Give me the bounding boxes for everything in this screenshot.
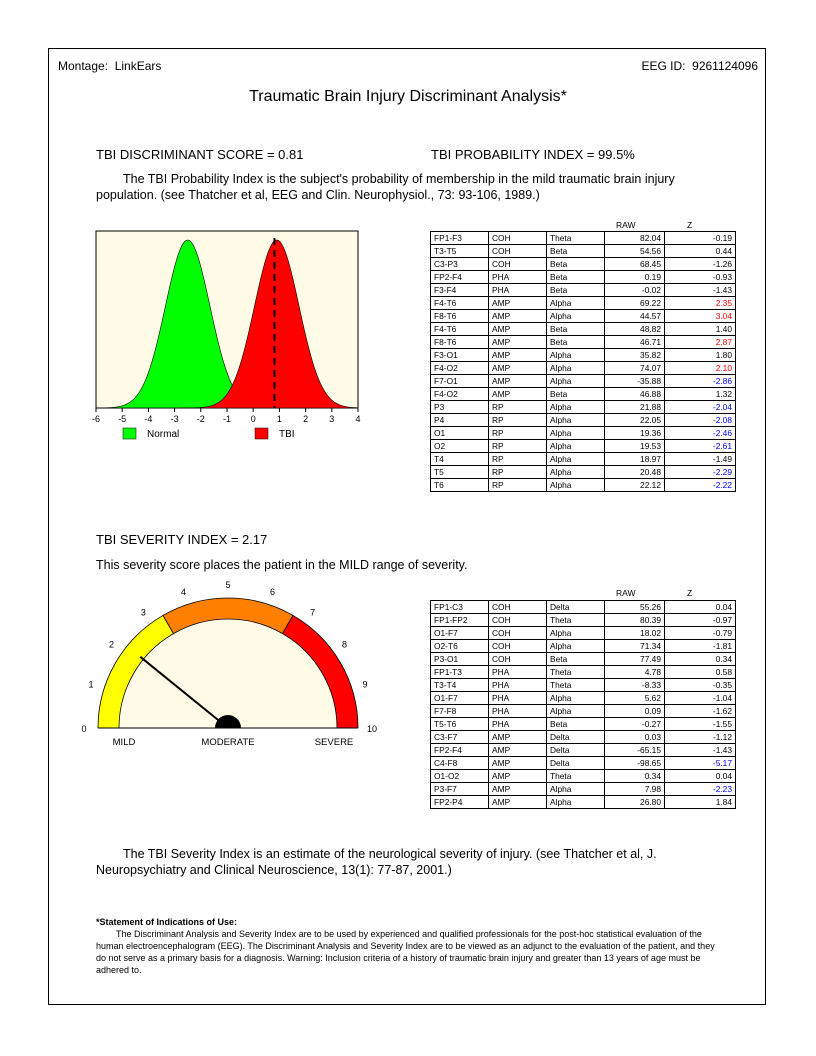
table-row (431, 601, 736, 614)
x-tick-label: 2 (303, 414, 309, 424)
cell-raw: 0.09 (605, 705, 665, 718)
cell-z: 3.04 (665, 310, 736, 323)
cell-band: Alpha (547, 640, 605, 653)
severity-gauge (75, 580, 385, 755)
table-row (431, 466, 736, 479)
cell-site: P3-O1 (431, 653, 489, 666)
table-row (431, 401, 736, 414)
cell-band: Theta (547, 232, 605, 245)
table2-raw-header: RAW (616, 588, 636, 598)
cell-z: 1.40 (665, 323, 736, 336)
cell-site: P3 (431, 401, 489, 414)
cell-z: -1.26 (665, 258, 736, 271)
cell-measure: RP (489, 427, 547, 440)
cell-measure: PHA (489, 284, 547, 297)
cell-raw: 20.48 (605, 466, 665, 479)
distribution-chart (90, 228, 370, 448)
cell-band: Delta (547, 744, 605, 757)
cell-measure: PHA (489, 718, 547, 731)
cell-band: Alpha (547, 627, 605, 640)
table-row (431, 310, 736, 323)
cell-measure: AMP (489, 310, 547, 323)
cell-band: Alpha (547, 375, 605, 388)
table-row (431, 627, 736, 640)
cell-band: Beta (547, 653, 605, 666)
cell-band: Delta (547, 731, 605, 744)
probability-description: The TBI Probability Index is the subject's probability of membership in the mild traumatic brain injury population. (see Thatcher et al, EEG and Clin. Neurophysiol., 73: 93-106, 1989.) (96, 172, 675, 202)
cell-measure: AMP (489, 336, 547, 349)
cell-band: Beta (547, 284, 605, 297)
cell-z: -1.04 (665, 692, 736, 705)
gauge-tick-label: 0 (81, 724, 87, 734)
cell-raw: 21.88 (605, 401, 665, 414)
cell-raw: -98.65 (605, 757, 665, 770)
table-row (431, 453, 736, 466)
cell-z: 2.10 (665, 362, 736, 375)
cell-z: 0.04 (665, 601, 736, 614)
cell-z: -1.43 (665, 744, 736, 757)
table-row (431, 427, 736, 440)
table-row (431, 614, 736, 627)
cell-measure: COH (489, 614, 547, 627)
cell-raw: 19.53 (605, 440, 665, 453)
cell-raw: 18.02 (605, 627, 665, 640)
table1-raw-header: RAW (616, 220, 636, 230)
gauge-tick-label: 6 (269, 587, 276, 598)
cell-site: F8-T6 (431, 310, 489, 323)
montage-label: Montage: (58, 59, 109, 73)
cell-measure: AMP (489, 297, 547, 310)
cell-raw: 0.19 (605, 271, 665, 284)
cell-z: 0.44 (665, 245, 736, 258)
cell-raw: 18.97 (605, 453, 665, 466)
x-tick-label: 3 (329, 414, 335, 424)
table-row (431, 414, 736, 427)
severity-features-table (430, 600, 736, 809)
table-row (431, 666, 736, 679)
cell-site: FP1-C3 (431, 601, 489, 614)
cell-z: 1.32 (665, 388, 736, 401)
statement-body: The Discriminant Analysis and Severity Index are to be used by experienced and qualified professionals for the post-hoc statistical evaluation of the human electroencephalogram (EEG). The Discriminant Analysis and Severity Index are to be viewed as an adjunct to the evaluation of the patient, and they do not serve as a primary basis for a diagnosis. Warning: Inclusion criteria of a history of traumatic brain injury and greater than 13 years of age must be adhered to. (96, 929, 715, 975)
cell-raw: 69.22 (605, 297, 665, 310)
statement-heading: *Statement of Indications of Use: (96, 917, 238, 927)
cell-z: -0.79 (665, 627, 736, 640)
cell-measure: AMP (489, 388, 547, 401)
x-tick-label: 0 (250, 414, 256, 424)
cell-measure: COH (489, 232, 547, 245)
cell-site: FP1-FP2 (431, 614, 489, 627)
cell-measure: AMP (489, 362, 547, 375)
table-row (431, 692, 736, 705)
gauge-tick-label: 2 (108, 639, 115, 650)
legend-label-tbi: TBI (279, 429, 295, 440)
discriminant-score: TBI DISCRIMINANT SCORE = 0.81 (96, 147, 304, 162)
cell-site: O1-O2 (431, 770, 489, 783)
cell-measure: COH (489, 627, 547, 640)
cell-measure: RP (489, 440, 547, 453)
table-row (431, 640, 736, 653)
cell-site: FP2-P4 (431, 796, 489, 809)
gauge-tick-label: 3 (140, 607, 146, 618)
cell-band: Alpha (547, 362, 605, 375)
table-row (431, 362, 736, 375)
cell-measure: RP (489, 414, 547, 427)
cell-band: Alpha (547, 692, 605, 705)
table-row (431, 284, 736, 297)
cell-site: O1 (431, 427, 489, 440)
gauge-tick-label: 10 (366, 724, 378, 734)
cell-raw: 74.07 (605, 362, 665, 375)
cell-raw: 19.36 (605, 427, 665, 440)
cell-band: Alpha (547, 414, 605, 427)
discriminant-features-table (430, 231, 736, 492)
table-row (431, 731, 736, 744)
cell-z: -1.12 (665, 731, 736, 744)
cell-z: -0.97 (665, 614, 736, 627)
cell-z: -2.23 (665, 783, 736, 796)
cell-measure: PHA (489, 679, 547, 692)
cell-raw: -35.88 (605, 375, 665, 388)
eeg-id-line (641, 59, 758, 73)
cell-site: T5 (431, 466, 489, 479)
x-tick-label: -5 (118, 414, 127, 424)
cell-site: F4-T6 (431, 323, 489, 336)
cell-measure: RP (489, 453, 547, 466)
cell-site: F4-O2 (431, 388, 489, 401)
cell-z: 1.84 (665, 796, 736, 809)
cell-raw: 7.98 (605, 783, 665, 796)
x-tick-label: -1 (222, 414, 232, 424)
cell-site: F3-O1 (431, 349, 489, 362)
x-tick-label: -4 (144, 414, 153, 424)
gauge-tick-label: 1 (88, 679, 94, 690)
cell-band: Theta (547, 679, 605, 692)
cell-band: Alpha (547, 310, 605, 323)
cell-measure: PHA (489, 705, 547, 718)
table-row (431, 258, 736, 271)
probability-index: TBI PROBABILITY INDEX = 99.5% (431, 147, 635, 162)
cell-measure: RP (489, 479, 547, 492)
table-row (431, 323, 736, 336)
cell-z: -5.17 (665, 757, 736, 770)
x-tick-label: -2 (196, 414, 205, 424)
table-row (431, 718, 736, 731)
cell-band: Alpha (547, 297, 605, 310)
cell-site: FP1-T3 (431, 666, 489, 679)
cell-raw: -0.02 (605, 284, 665, 297)
cell-measure: AMP (489, 375, 547, 388)
cell-site: T4 (431, 453, 489, 466)
cell-measure: AMP (489, 323, 547, 336)
cell-raw: 68.45 (605, 258, 665, 271)
cell-z: -0.35 (665, 679, 736, 692)
cell-measure: COH (489, 640, 547, 653)
x-tick-label: 1 (276, 414, 282, 424)
table-row (431, 479, 736, 492)
cell-site: F8-T6 (431, 336, 489, 349)
cell-z: -2.22 (665, 479, 736, 492)
severity-range-text: This severity score places the patient in the MILD range of severity. (96, 558, 468, 572)
cell-site: FP1-F3 (431, 232, 489, 245)
cell-site: F3-F4 (431, 284, 489, 297)
cell-z: -1.49 (665, 453, 736, 466)
cell-site: T6 (431, 479, 489, 492)
cell-site: O2-T6 (431, 640, 489, 653)
cell-band: Theta (547, 770, 605, 783)
table-row (431, 271, 736, 284)
cell-raw: 5.62 (605, 692, 665, 705)
table-row (431, 744, 736, 757)
table-row (431, 232, 736, 245)
table-row (431, 653, 736, 666)
cell-measure: AMP (489, 796, 547, 809)
gauge-tick-label: 4 (180, 587, 187, 598)
x-tick-label: -3 (170, 414, 179, 424)
cell-measure: AMP (489, 744, 547, 757)
cell-measure: COH (489, 258, 547, 271)
cell-site: FP2-F4 (431, 744, 489, 757)
cell-band: Alpha (547, 796, 605, 809)
table1-z-header: Z (687, 220, 693, 230)
table-row (431, 796, 736, 809)
cell-band: Delta (547, 601, 605, 614)
severity-description: The TBI Severity Index is an estimate of the neurological severity of injury. (see Thatcher et al, J. Neuropsychiatry and Clinical Neuroscience, 13(1): 77-87, 2001.) (96, 847, 657, 877)
cell-site: P3-F7 (431, 783, 489, 796)
gauge-tick-label: 9 (362, 679, 368, 690)
table-row (431, 679, 736, 692)
cell-measure: COH (489, 601, 547, 614)
cell-z: -0.93 (665, 271, 736, 284)
cell-site: O1-F7 (431, 627, 489, 640)
eeg-id-value: 9261124096 (692, 59, 758, 73)
cell-band: Alpha (547, 479, 605, 492)
cell-measure: AMP (489, 770, 547, 783)
cell-raw: 46.88 (605, 388, 665, 401)
cell-raw: 22.05 (605, 414, 665, 427)
cell-band: Theta (547, 614, 605, 627)
cell-site: F7-O1 (431, 375, 489, 388)
x-tick-label: -6 (91, 414, 101, 424)
cell-band: Beta (547, 245, 605, 258)
cell-raw: 71.34 (605, 640, 665, 653)
cell-band: Alpha (547, 783, 605, 796)
gauge-zone-label-mild: MILD (112, 737, 136, 748)
cell-z: -2.61 (665, 440, 736, 453)
cell-measure: PHA (489, 692, 547, 705)
cell-site: T3-T4 (431, 679, 489, 692)
cell-z: 0.04 (665, 770, 736, 783)
cell-raw: 0.03 (605, 731, 665, 744)
cell-raw: 55.26 (605, 601, 665, 614)
cell-measure: PHA (489, 271, 547, 284)
table-row (431, 757, 736, 770)
legend-label-normal: Normal (147, 429, 180, 440)
cell-z: 2.35 (665, 297, 736, 310)
cell-site: T3-T5 (431, 245, 489, 258)
cell-band: Alpha (547, 427, 605, 440)
cell-z: -0.19 (665, 232, 736, 245)
cell-band: Alpha (547, 466, 605, 479)
legend-swatch-normal (123, 428, 136, 439)
cell-band: Alpha (547, 349, 605, 362)
gauge-zone-label-moderate: MODERATE (201, 737, 255, 748)
cell-measure: AMP (489, 731, 547, 744)
cell-measure: COH (489, 653, 547, 666)
table-row (431, 297, 736, 310)
table-row (431, 770, 736, 783)
table-row (431, 375, 736, 388)
table-row (431, 783, 736, 796)
cell-z: 1.80 (665, 349, 736, 362)
cell-band: Delta (547, 757, 605, 770)
cell-band: Beta (547, 258, 605, 271)
cell-band: Alpha (547, 453, 605, 466)
cell-z: 2.87 (665, 336, 736, 349)
cell-band: Beta (547, 388, 605, 401)
cell-measure: RP (489, 466, 547, 479)
cell-band: Beta (547, 271, 605, 284)
cell-z: 0.58 (665, 666, 736, 679)
cell-site: FP2-F4 (431, 271, 489, 284)
cell-measure: AMP (489, 783, 547, 796)
cell-measure: RP (489, 401, 547, 414)
cell-z: -1.81 (665, 640, 736, 653)
gauge-zone-label-severe: SEVERE (314, 737, 354, 748)
cell-raw: 80.39 (605, 614, 665, 627)
cell-z: -1.62 (665, 705, 736, 718)
cell-band: Alpha (547, 705, 605, 718)
cell-raw: -0.27 (605, 718, 665, 731)
montage-value: LinkEars (114, 59, 162, 73)
cell-z: -1.43 (665, 284, 736, 297)
cell-z: -2.86 (665, 375, 736, 388)
cell-raw: -8.33 (605, 679, 665, 692)
cell-site: F4-T6 (431, 297, 489, 310)
cell-z: -2.46 (665, 427, 736, 440)
cell-measure: COH (489, 245, 547, 258)
cell-site: O1-F7 (431, 692, 489, 705)
cell-site: T5-T6 (431, 718, 489, 731)
cell-raw: 22.12 (605, 479, 665, 492)
cell-band: Beta (547, 323, 605, 336)
cell-site: C3-P3 (431, 258, 489, 271)
cell-site: P4 (431, 414, 489, 427)
cell-raw: 0.34 (605, 770, 665, 783)
cell-site: O2 (431, 440, 489, 453)
legend-swatch-tbi (255, 428, 268, 439)
table-row (431, 336, 736, 349)
cell-z: -2.29 (665, 466, 736, 479)
cell-raw: 35.82 (605, 349, 665, 362)
table-row (431, 245, 736, 258)
cell-raw: 44.57 (605, 310, 665, 323)
table-row (431, 705, 736, 718)
table-row (431, 440, 736, 453)
cell-band: Alpha (547, 440, 605, 453)
report-title: Traumatic Brain Injury Discriminant Analysis* (249, 88, 567, 105)
cell-site: C3-F7 (431, 731, 489, 744)
gauge-tick-label: 7 (310, 607, 316, 618)
cell-measure: PHA (489, 666, 547, 679)
x-tick-label: 4 (355, 414, 361, 424)
table-row (431, 388, 736, 401)
cell-raw: 77.49 (605, 653, 665, 666)
cell-site: C4-F8 (431, 757, 489, 770)
cell-z: -2.08 (665, 414, 736, 427)
severity-index: TBI SEVERITY INDEX = 2.17 (96, 532, 268, 547)
cell-raw: 82.04 (605, 232, 665, 245)
cell-raw: 48.82 (605, 323, 665, 336)
cell-band: Beta (547, 718, 605, 731)
cell-site: F7-F8 (431, 705, 489, 718)
cell-raw: 54.56 (605, 245, 665, 258)
cell-z: -1.55 (665, 718, 736, 731)
gauge-tick-label: 8 (341, 639, 348, 650)
cell-raw: 4.78 (605, 666, 665, 679)
cell-raw: 46.71 (605, 336, 665, 349)
cell-measure: AMP (489, 349, 547, 362)
cell-raw: 26.80 (605, 796, 665, 809)
cell-measure: AMP (489, 757, 547, 770)
table2-z-header: Z (687, 588, 693, 598)
cell-band: Alpha (547, 401, 605, 414)
gauge-tick-label: 5 (225, 580, 231, 590)
eeg-id-label: EEG ID: (641, 59, 686, 73)
montage-line (58, 59, 161, 73)
cell-band: Theta (547, 666, 605, 679)
cell-z: 0.34 (665, 653, 736, 666)
cell-raw: -65.15 (605, 744, 665, 757)
cell-band: Beta (547, 336, 605, 349)
cell-site: F4-O2 (431, 362, 489, 375)
cell-z: -2.04 (665, 401, 736, 414)
table-row (431, 349, 736, 362)
